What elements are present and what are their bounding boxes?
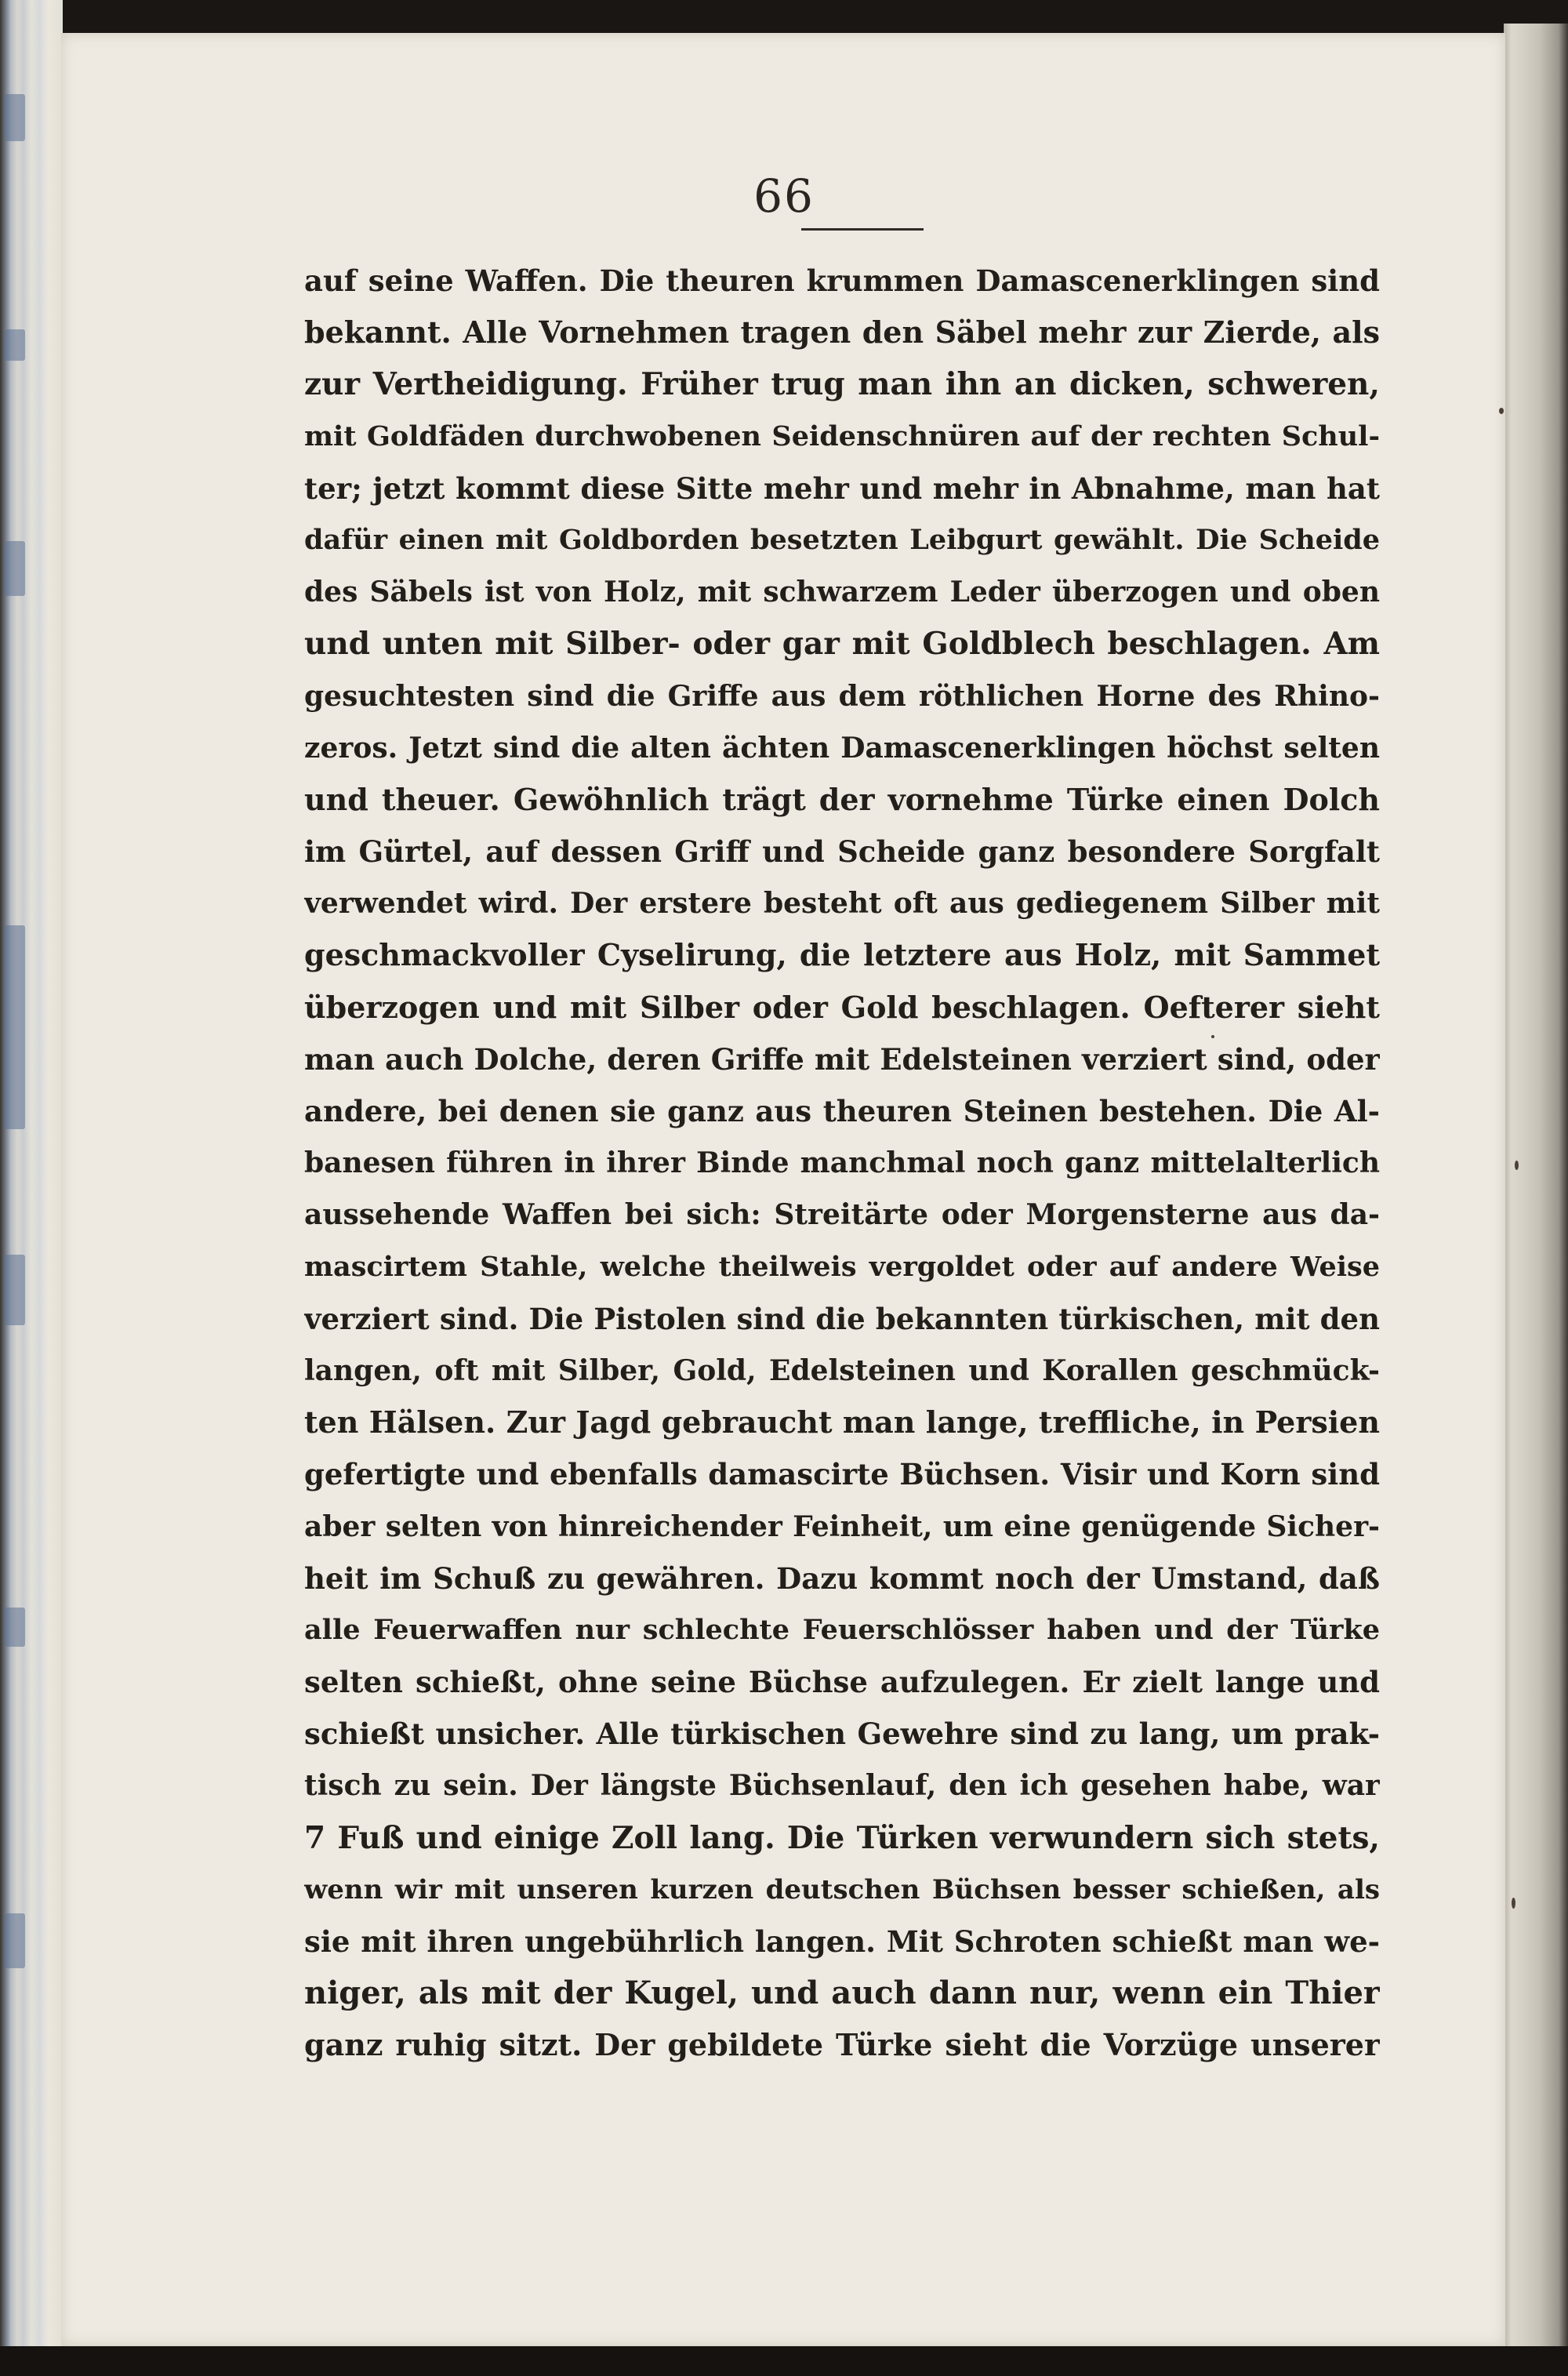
text-line: banesen führen in ihrer Binde manchmal noch ganz mittelalterlich <box>304 1146 1380 1180</box>
left-page-edge <box>0 0 63 2376</box>
text-line: niger, als mit der Kugel, und auch dann nur, wenn ein Thier <box>304 1975 1380 2012</box>
text-line: aber selten von hinreichender Feinheit, um eine genügende Sicher- <box>304 1510 1380 1543</box>
text-line: bekannt. Alle Vornehmen tragen den Säbel mehr zur Zierde, als <box>304 314 1380 351</box>
paper-speck <box>1515 1161 1519 1170</box>
page-number-rule <box>801 228 924 231</box>
page-number: 66 <box>753 169 815 223</box>
edge-marbling <box>5 1608 25 1647</box>
edge-marbling <box>5 1255 25 1325</box>
text-line: zur Vertheidigung. Früher trug man ihn an dicken, schweren, <box>304 366 1380 403</box>
text-line: und unten mit Silber- oder gar mit Goldblech beschlagen. Am <box>304 626 1380 663</box>
edge-marbling <box>5 94 25 141</box>
text-line: mascirtem Stahle, welche theilweis vergoldet oder auf andere Weise <box>304 1250 1380 1283</box>
text-line: sie mit ihren ungebührlich langen. Mit Schroten schießt man we- <box>304 1924 1380 1959</box>
edge-marbling <box>5 329 25 361</box>
text-line: man auch Dolche, deren Griffe mit Edelsteinen verziert sind, oder <box>304 1041 1380 1077</box>
text-line: im Gürtel, auf dessen Griff und Scheide ganz besondere Sorgfalt <box>304 834 1380 870</box>
text-line: zeros. Jetzt sind die alten ächten Damascenerklingen höchst selten <box>304 731 1380 765</box>
text-line: selten schießt, ohne seine Büchse aufzulegen. Er zielt lange und <box>304 1665 1380 1700</box>
body-text <box>304 255 1380 2072</box>
edge-marbling <box>5 925 25 1129</box>
right-page-edge <box>1504 24 1568 2352</box>
text-line: wenn wir mit unseren kurzen deutschen Büchsen besser schießen, als <box>304 1873 1380 1906</box>
text-line: andere, bei denen sie ganz aus theuren Steinen bestehen. Die Al- <box>304 1094 1380 1128</box>
text-line: gesuchtesten sind die Griffe aus dem röthlichen Horne des Rhino- <box>304 679 1380 713</box>
text-line: ten Hälsen. Zur Jagd gebraucht man lange, treffliche, in Persien <box>304 1404 1380 1440</box>
text-line: überzogen und mit Silber oder Gold beschlagen. Oefterer sieht <box>304 989 1380 1025</box>
edge-marbling <box>5 541 25 596</box>
paper-speck <box>1512 1898 1515 1909</box>
text-line: alle Feuerwaffen nur schlechte Feuerschlösser haben und der Türke <box>304 1613 1380 1646</box>
text-line: 7 Fuß und einige Zoll lang. Die Türken verwundern sich stets, <box>304 1819 1380 1856</box>
text-line: ganz ruhig sitzt. Der gebildete Türke sieht die Vorzüge unserer <box>304 2027 1380 2063</box>
text-line: verwendet wird. Der erstere besteht oft aus gediegenem Silber mit <box>304 887 1380 921</box>
text-line: schießt unsicher. Alle türkischen Gewehre sind zu lang, um prak- <box>304 1717 1380 1752</box>
text-line: heit im Schuß zu gewähren. Dazu kommt noch der Umstand, daß <box>304 1560 1380 1596</box>
scan-background-bottom <box>0 2346 1568 2376</box>
text-line: ter; jetzt kommt diese Sitte mehr und mehr in Abnahme, man hat <box>304 470 1380 506</box>
text-line: langen, oft mit Silber, Gold, Edelsteinen und Korallen geschmück- <box>304 1353 1380 1387</box>
text-line: des Säbels ist von Holz, mit schwarzem Leder überzogen und oben <box>304 576 1380 609</box>
paper-speck <box>1499 408 1504 414</box>
text-line: dafür einen mit Goldborden besetzten Leibgurt gewählt. Die Scheide <box>304 523 1380 556</box>
text-line: tisch zu sein. Der längste Büchsenlauf, den ich gesehen habe, war <box>304 1769 1380 1803</box>
text-line: geschmackvoller Cyselirung, die letztere aus Holz, mit Sammet <box>304 937 1380 973</box>
text-line: gefertigte und ebenfalls damascirte Büchsen. Visir und Korn sind <box>304 1457 1380 1492</box>
text-line: verziert sind. Die Pistolen sind die bekannten türkischen, mit den <box>304 1301 1380 1336</box>
text-line: aussehende Waffen bei sich: Streitärte oder Morgensterne aus da- <box>304 1198 1380 1232</box>
text-line: mit Goldfäden durchwobenen Seidenschnüren auf der rechten Schul- <box>304 420 1380 452</box>
text-line: auf seine Waffen. Die theuren krummen Damascenerklingen sind <box>304 263 1380 298</box>
edge-marbling <box>5 1913 25 1968</box>
text-line: und theuer. Gewöhnlich trägt der vornehme Türke einen Dolch <box>304 781 1380 817</box>
paper-speck <box>1211 1035 1214 1038</box>
